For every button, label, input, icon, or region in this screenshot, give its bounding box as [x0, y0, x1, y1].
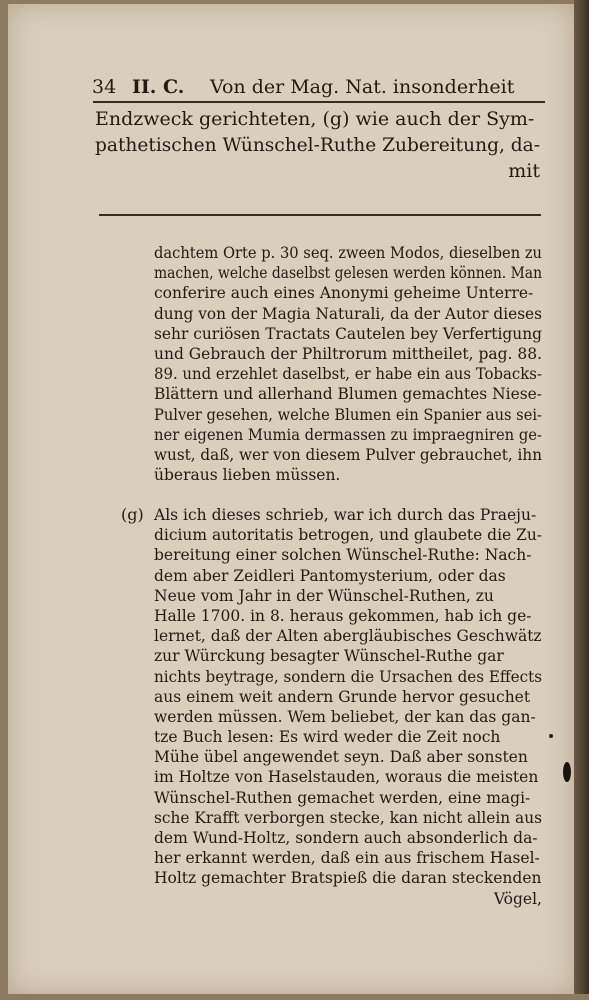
- footnote-line: dung von der Magia Naturali, da der Autor dieses: [154, 304, 542, 323]
- page-number: 34: [92, 76, 117, 98]
- footnote-line: Neue vom Jahr in der Wünschel-Ruthen, zu: [154, 586, 494, 605]
- main-text-line: pathetischen Wünschel-Ruthe Zubereitung, da-: [95, 134, 540, 156]
- section-label: II. C.: [132, 76, 185, 98]
- book-gutter: [574, 0, 589, 1000]
- footnote-line: zur Würckung besagter Wünschel-Ruthe gar: [154, 647, 504, 666]
- footnote-separator-rule: [99, 214, 541, 216]
- main-text: [95, 106, 540, 184]
- footnote-line: her erkannt werden, daß ein aus frischem Hasel-: [154, 849, 540, 868]
- footnote-line: machen, welche daselbst gelesen werden können. Man: [154, 264, 542, 283]
- running-header: [92, 72, 542, 102]
- footnote-line: Mühe übel angewendet seyn. Daß aber sonsten: [154, 748, 528, 767]
- footnote-line: Vögel,: [493, 889, 542, 908]
- footnote-line: 89. und erzehlet daselbst, er habe ein aus Tobacks-: [154, 365, 542, 384]
- footnote-line: bereitung einer solchen Wünschel-Ruthe: Nach-: [154, 546, 532, 565]
- footnote-line: dicium autoritatis betrogen, und glaubete die Zu-: [154, 526, 542, 545]
- footnote-line: Halle 1700. in 8. heraus gekommen, hab ich ge-: [154, 606, 532, 625]
- footnote-line: Wünschel-Ruthen gemachet werden, eine magi-: [154, 788, 531, 807]
- footnote-line: überaus lieben müssen.: [154, 466, 341, 485]
- footnote-line: lernet, daß der Alten abergläubisches Geschwätz: [154, 627, 542, 646]
- footnote-line: dem aber Zeidleri Pantomysterium, oder das: [154, 566, 506, 585]
- footnote-line: wust, daß, wer von diesem Pulver gebrauchet, ihn: [154, 445, 542, 464]
- footnote-mark: (g): [121, 505, 144, 524]
- main-text-line: mit: [508, 160, 540, 182]
- footnote-line: sehr curiösen Tractats Cautelen bey Verfertigung: [154, 324, 542, 343]
- footnote-continued: [154, 243, 542, 485]
- page-bottom-edge: [0, 994, 589, 1000]
- ink-spot: [549, 734, 553, 738]
- header-rule: [93, 101, 545, 103]
- running-title: Von der Mag. Nat. insonderheit: [210, 76, 515, 98]
- footnote-line: Blättern und allerhand Blumen gemachtes Niese-: [154, 385, 542, 404]
- footnote-line: sche Krafft verborgen stecke, kan nicht allein aus: [154, 808, 542, 827]
- footnote-line: Als ich dieses schrieb, war ich durch das Praeju-: [154, 506, 537, 524]
- main-text-line: Endzweck gerichteten, (g) wie auch der Sym-: [95, 108, 535, 130]
- footnote-line: im Holtze von Haselstauden, woraus die meisten: [154, 768, 539, 787]
- footnote-line: nichts beytrage, sondern die Ursachen des Effects: [154, 667, 542, 686]
- ink-blot: [563, 762, 571, 782]
- footnote-line: aus einem weit andern Grunde hervor gesuchet: [154, 687, 531, 706]
- footnote-line: werden müssen. Wem beliebet, der kan das gan-: [154, 707, 536, 726]
- footnote-line: Pulver gesehen, welche Blumen ein Spanier aus sei-: [154, 405, 542, 424]
- footnote-line: und Gebrauch der Philtrorum mittheilet, pag. 88.: [154, 344, 542, 363]
- footnote-line: conferire auch eines Anonymi geheime Unterre-: [154, 284, 534, 303]
- footnote-line: dachtem Orte p. 30 seq. zween Modos, dieselben zu: [154, 244, 542, 262]
- footnote-line: tze Buch lesen: Es wird weder die Zeit noch: [154, 728, 501, 747]
- footnote-line: dem Wund-Holtz, sondern auch absonderlich da-: [154, 829, 538, 847]
- footnote-g: [154, 505, 542, 909]
- footnote-line: ner eigenen Mumia dermassen zu impraegniren ge-: [154, 425, 542, 444]
- footnote-line: Holtz gemachter Bratspieß die daran steckenden: [154, 869, 542, 888]
